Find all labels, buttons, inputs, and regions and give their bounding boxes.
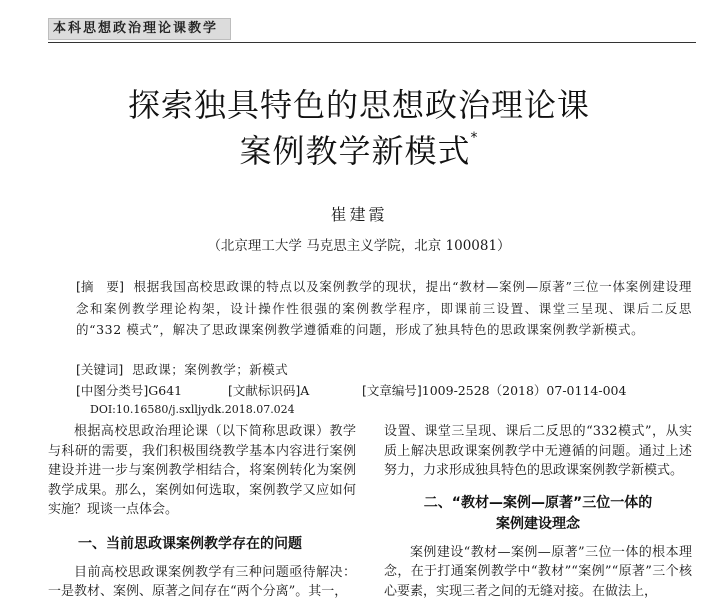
keywords-label: [关键词] <box>76 362 124 377</box>
body-paragraph: 案例建设“教材—案例—原著”三位一体的根本理念，在于打通案例教学中“教材”“案例”“原著”三个核心要素，实现三者之间的无缝对接。在做法上， <box>384 544 692 599</box>
journal-section-label: 本科思想政治理论课教学 <box>48 18 231 40</box>
clc-value: G641 <box>148 383 183 398</box>
section-heading-2-line2: 案例建设理念 <box>496 515 580 532</box>
body-column-left <box>48 422 356 602</box>
abstract-block <box>76 276 692 341</box>
keywords-block <box>76 360 288 378</box>
body-column-right <box>384 422 692 601</box>
section-heading-1: 一、当前思政课案例教学存在的问题 <box>78 535 302 552</box>
doi-text: DOI:10.16580/j.sxlljydk.2018.07.024 <box>90 403 295 416</box>
doc-code-value: A <box>300 383 310 398</box>
doc-code-label: [文献标识码] <box>228 383 301 398</box>
article-no-label: [文章编号] <box>362 383 422 398</box>
body-paragraph: 目前高校思政课案例教学有三种问题亟待解决：一是教材、案例、原著之间存在“两个分离”。其一， <box>48 564 356 599</box>
article-title-line2 <box>0 126 718 172</box>
doc-code-block <box>228 381 309 399</box>
article-title-text: 案例教学新模式 <box>239 132 471 170</box>
body-paragraph: 根据高校思政治理论课（以下简称思政课）教学与科研的需要，我们积极围绕教学基本内容进行案例建设并进一步与案例教学相结合，将案例转化为案例教学成果。那么，案例如何选取，案例教学又应如何实施？现谈一点体会。 <box>48 424 356 517</box>
author-name: 崔建霞 <box>330 205 388 224</box>
abstract-text: 根据我国高校思政课的特点以及案例教学的现状，提出“教材—案例—原著”三位一体案例建设理念和案例教学理论构架，设计操作性很强的案例教学程序，即课前三设置、课堂三呈现、课后二反思的“332 模式”，解决了思政课案例教学遵循难的问题，形成了独具特色的思政课案例教学新模式。 <box>76 279 692 337</box>
article-no-value: 1009-2528（2018）07-0114-004 <box>421 383 627 398</box>
article-title-line1: 探索独具特色的思想政治理论课 <box>127 86 590 124</box>
clc-label: [中图分类号] <box>76 383 149 398</box>
article-no-block <box>362 381 626 399</box>
clc-block <box>76 381 182 399</box>
abstract-label: [摘 要] <box>76 279 124 294</box>
keywords-text: 思政课；案例教学；新模式 <box>132 362 289 377</box>
body-paragraph: 设置、课堂三呈现、课后二反思的“332模式”，从实质上解决思政课案例教学中无遵循的问题。通过上述努力，力求形成独具特色的思政课案例教学新模式。 <box>384 424 692 478</box>
title-footnote-mark: * <box>470 130 479 146</box>
header-rule <box>48 42 696 43</box>
section-heading-2 <box>384 493 692 535</box>
section-heading-2-line1: 二、“教材—案例—原著”三位一体的 <box>423 494 653 511</box>
author-affiliation: （北京理工大学 马克思主义学院，北京 100081） <box>207 238 511 254</box>
